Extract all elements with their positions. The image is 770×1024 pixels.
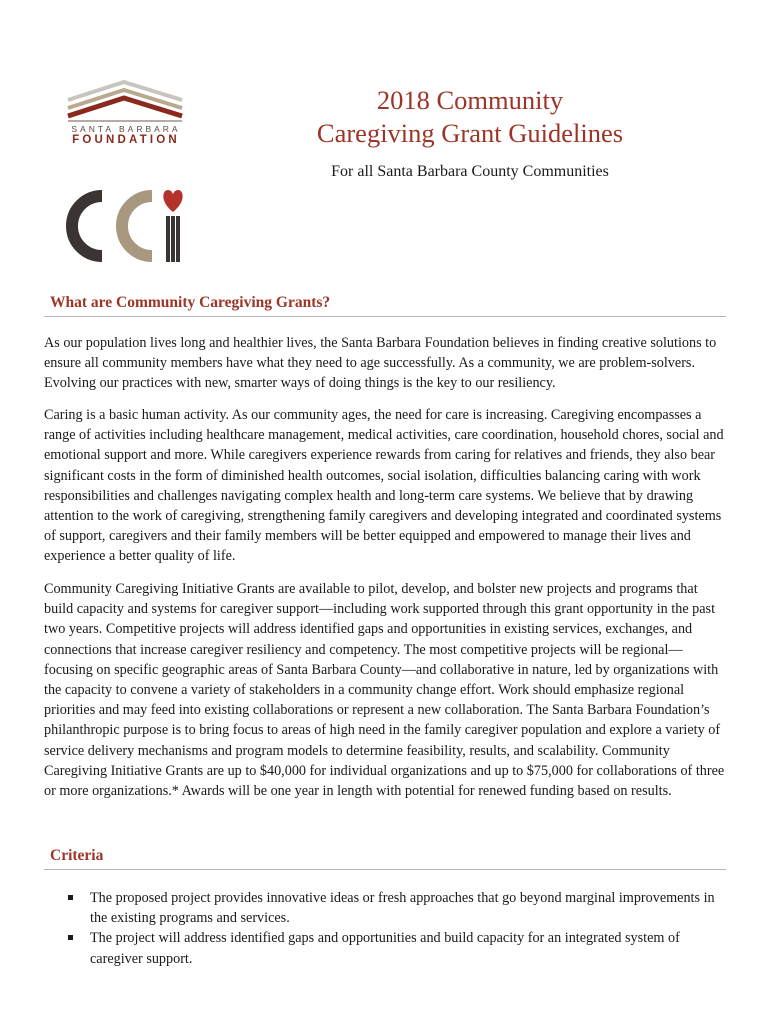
heart-icon: [163, 190, 182, 212]
list-item: [62, 928, 726, 968]
criteria-text: The proposed project provides innovative ideas or fresh approaches that go beyond marginal improvements in the existing programs and services.: [90, 890, 715, 927]
foundation-logo-line1: SANTA BARBARA: [71, 124, 181, 134]
cci-letter-c2: [122, 196, 152, 256]
santa-barbara-foundation-logo: [64, 76, 188, 122]
square-bullet-icon: [68, 935, 73, 940]
section-heading-what: What are Community Caregiving Grants?: [44, 294, 726, 317]
foundation-roof-mark: [64, 76, 188, 122]
cci-letter-c1: [72, 196, 102, 256]
cci-letter-i: [168, 216, 178, 262]
foundation-logo-line2: FOUNDATION: [72, 134, 180, 146]
list-item: [62, 888, 726, 928]
paragraph-caring: Caring is a basic human activity. As our community ages, the need for care is increasing. Caregiving encompasses a range of activities including healthcare management, medical activities, care coordination, household chores, social and emotional support and more. While caregivers experience rewards from caring for relatives and friends, they also bear significant costs in the form of diminished health outcomes, social isolation, difficulties balancing caring with work responsibilities and challenges navigating complex health and long-term care systems. We believe that by drawing attention to the work of caregiving, strengthening family caregivers and developing integrated and coordinated systems of support, caregivers and their family members will be better equipped and empowered to manage their lives and experience a better quality of life.: [44, 407, 724, 565]
paragraph-grants: Community Caregiving Initiative Grants are available to pilot, develop, and bolster new projects and programs that build capacity and systems for caregiver support—including work supported through this grant opportunity in the past two years. Competitive projects will address identified gaps and opportunities in existing services, exchanges, and connections that increase caregiver resiliency and competency. The most competitive projects will be regional—focusing on specific geographic areas of Santa Barbara County—and collaborative in nature, led by organizations with the capacity to convene a variety of stakeholders in a community change effort. Work should emphasize regional priorities and may feed into existing collaborations or represent a new collaboration. The Santa Barbara Foundation’s philanthropic purpose is to bring focus to areas of high need in the family caregiver population and explore a variety of service delivery mechanisms and program models to determine feasibility, results, and scalability. Community Caregiving Initiative Grants are up to $40,000 for individual organizations and up to $75,000 for collaborations of three or more organizations.* Awards will be one year in length with potential for renewed funding based on results.: [44, 581, 725, 800]
cci-logo: [60, 186, 186, 266]
page-subtitle: For all Santa Barbara County Communities: [331, 163, 609, 180]
square-bullet-icon: [68, 895, 73, 900]
paragraph-intro: As our population lives long and healthier lives, the Santa Barbara Foundation believes in finding creative solutions to ensure all community members have what they need to age successfully. As a community, we are problem-solvers. Evolving our practices with new, smarter ways of doing things is the key to our resiliency.: [44, 335, 717, 392]
title-line-2: Caregiving Grant Guidelines: [316, 118, 624, 148]
section-heading-criteria: Criteria: [44, 847, 726, 870]
criteria-text: The project will address identified gaps and opportunities and build capacity for an integrated system of caregiver support.: [90, 930, 680, 967]
page-title: [270, 84, 670, 150]
title-line-1: 2018 Community: [376, 85, 564, 115]
criteria-list: [62, 888, 726, 969]
